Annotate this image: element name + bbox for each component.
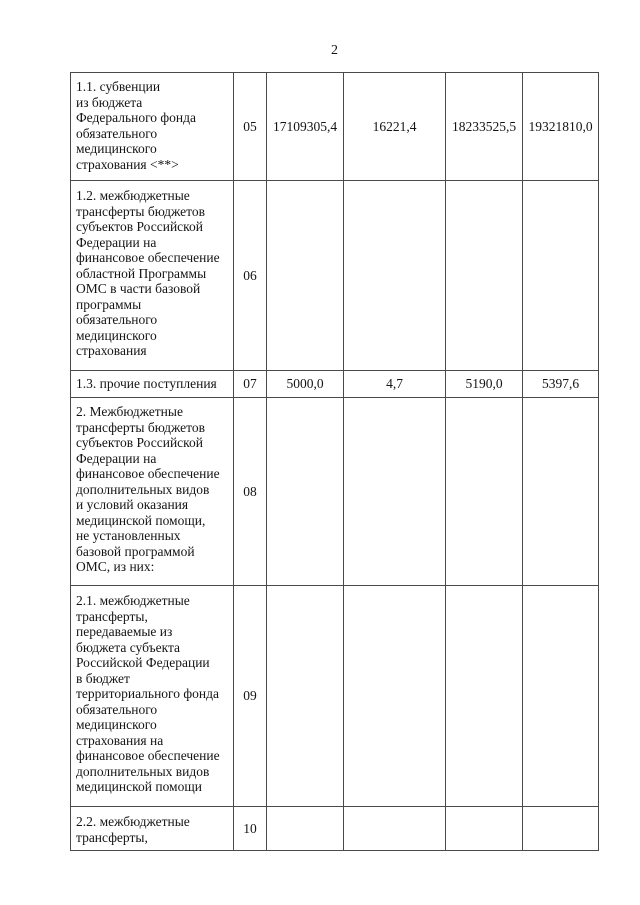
value-cell: 4,7 [344,371,446,398]
data-table [70,72,599,851]
value-cell [523,807,599,851]
row-label: 2.1. межбюджетные трансферты, передаваемые из бюджета субъекта Российской Федерации в бюджет территориального фонда обязательного медицинского страхования на финансовое обеспечение дополнительных видов медицинской помощи [71,586,234,807]
table-row [71,398,599,586]
row-code: 09 [234,586,267,807]
value-cell [344,398,446,586]
table-row [71,586,599,807]
value-cell: 5000,0 [267,371,344,398]
row-code: 10 [234,807,267,851]
value-cell [523,181,599,371]
value-cell [344,181,446,371]
value-cell [523,398,599,586]
row-code: 08 [234,398,267,586]
value-cell: 17109305,4 [267,73,344,181]
value-cell [446,807,523,851]
row-code: 06 [234,181,267,371]
value-cell [267,586,344,807]
row-label: 1.3. прочие поступления [71,371,234,398]
row-label: 1.1. субвенции из бюджета Федерального фонда обязательного медицинского страхования <**> [71,73,234,181]
table-row [71,371,599,398]
value-cell [267,181,344,371]
table-row [71,73,599,181]
value-cell [344,807,446,851]
page-number: 2 [331,43,338,58]
value-cell: 18233525,5 [446,73,523,181]
row-label: 2. Межбюджетные трансферты бюджетов субъектов Российской Федерации на финансовое обеспечение дополнительных видов и условий оказания медицинской помощи, не установленных базовой программой ОМС, из них: [71,398,234,586]
value-cell [267,398,344,586]
value-cell [446,398,523,586]
table-row [71,807,599,851]
row-code: 05 [234,73,267,181]
value-cell: 19321810,0 [523,73,599,181]
value-cell [446,586,523,807]
row-label: 2.2. межбюджетные трансферты, [71,807,234,851]
value-cell [446,181,523,371]
value-cell [523,586,599,807]
value-cell: 5190,0 [446,371,523,398]
value-cell [267,807,344,851]
value-cell [344,586,446,807]
row-label: 1.2. межбюджетные трансферты бюджетов субъектов Российской Федерации на финансовое обеспечение областной Программы ОМС в части базовой программы обязательного медицинского страхования [71,181,234,371]
value-cell: 5397,6 [523,371,599,398]
table-row [71,181,599,371]
row-code: 07 [234,371,267,398]
value-cell: 16221,4 [344,73,446,181]
